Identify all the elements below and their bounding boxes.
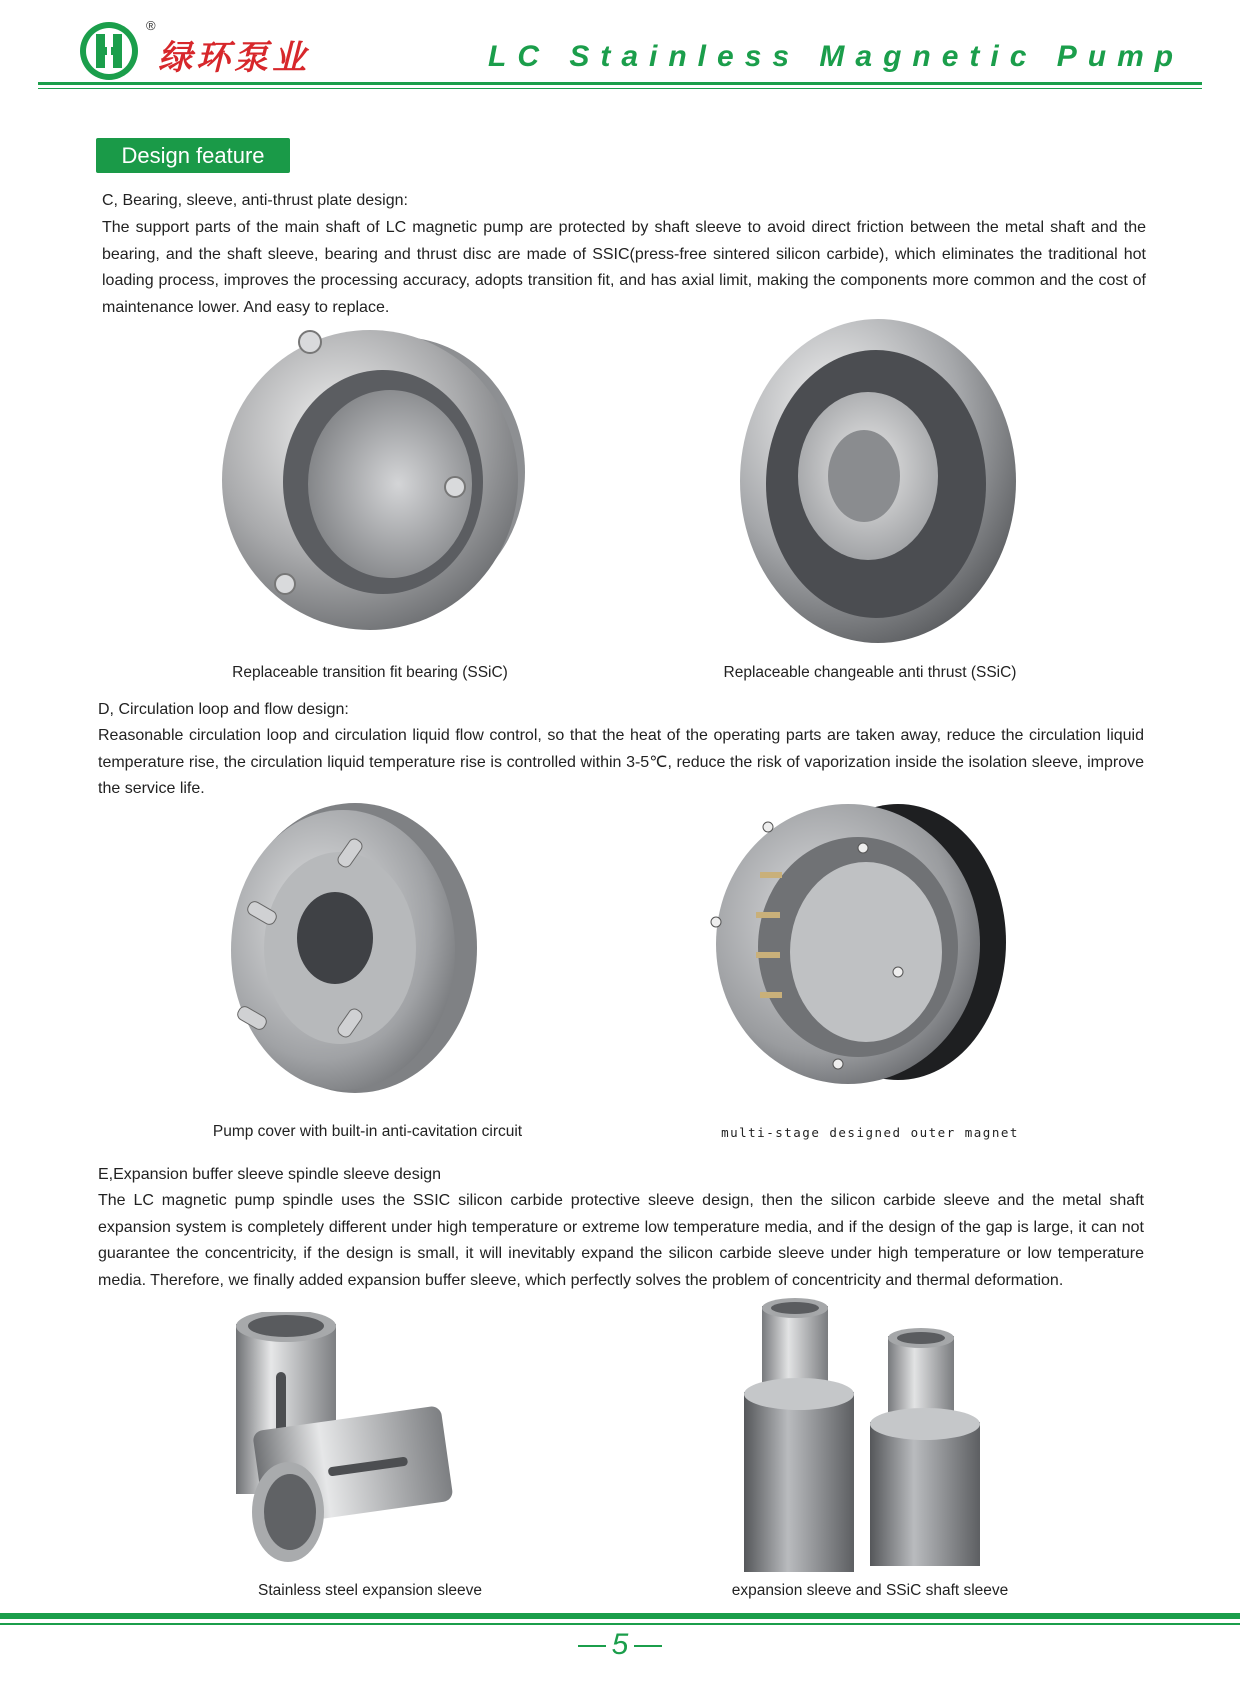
- page-dash-left: [578, 1645, 606, 1647]
- caption-bearing: Replaceable transition fit bearing (SSiC): [232, 664, 508, 681]
- company-logo-icon: [78, 20, 140, 82]
- brand-name-cn: 绿环泵业: [158, 38, 310, 78]
- stainless-sleeve-photo: [228, 1312, 480, 1572]
- ssic-sleeve-photo: [740, 1296, 990, 1576]
- pump-cover-photo: [215, 798, 480, 1098]
- header-rule-thin: [38, 88, 1202, 89]
- section-e-body: The LC magnetic pump spindle uses the SSIC silicon carbide protective sleeve design, then the silicon carbide sleeve and the metal shaft expansion system is completely different under high temperature or extreme low temperature media, and if the design of the gap is large, it can not guarantee the concentricity, if the design is small, it will inevitably expand the silicon carbide sleeve under high temperature or low temperature media. Therefore, we finally added expansion buffer sleeve, which perfectly solves the problem of concentricity and thermal deformation.: [98, 1192, 1144, 1290]
- section-e-heading: E,Expansion buffer sleeve spindle sleeve design: [98, 1166, 442, 1183]
- outer-magnet-photo: [708, 802, 1008, 1087]
- footer-rule: [0, 1613, 1240, 1619]
- section-d-body: Reasonable circulation loop and circulation liquid flow control, so that the heat of the operating parts are taken away, reduce the circulation liquid temperature rise, the circulation liquid temperature rise is controlled within 3-5℃, reduce the risk of vaporization inside the isolation sleeve, improve the service life.: [98, 727, 1144, 798]
- anti-thrust-photo: [728, 316, 1018, 646]
- section-d-heading: D, Circulation loop and flow design:: [98, 701, 349, 718]
- registered-mark: ®: [146, 18, 156, 33]
- footer-rule-thin: [0, 1623, 1240, 1625]
- caption-ssic-sleeve: expansion sleeve and SSiC shaft sleeve: [731, 1582, 1009, 1599]
- header-rule: [38, 82, 1202, 85]
- section-badge: Design feature: [96, 138, 290, 173]
- header-title: LC Stainless Magnetic Pump: [488, 40, 1185, 73]
- bearing-photo: [215, 322, 535, 642]
- page-dash-right: [634, 1645, 662, 1647]
- caption-pump-cover: Pump cover with built-in anti-cavitation circuit: [212, 1123, 523, 1140]
- caption-stainless-sleeve: Stainless steel expansion sleeve: [257, 1582, 483, 1599]
- section-c-body: The support parts of the main shaft of LC magnetic pump are protected by shaft sleeve to avoid direct friction between the metal shaft and the bearing, and the shaft sleeve, bearing and thrust disc are made of SSIC(press-free sintered silicon carbide), which eliminates the traditional hot loading process, improves the processing accuracy, adopts transition fit, and has axial limit, making the components more common and the cost of maintenance lower. And easy to replace.: [102, 219, 1146, 317]
- page-number: [560, 1628, 680, 1662]
- caption-anti-thrust: Replaceable changeable anti thrust (SSiC): [723, 664, 1017, 681]
- section-c-heading: C, Bearing, sleeve, anti-thrust plate design:: [102, 192, 408, 209]
- caption-outer-magnet: multi-stage designed outer magnet: [721, 1125, 1019, 1140]
- page-number-value: 5: [611, 1628, 629, 1661]
